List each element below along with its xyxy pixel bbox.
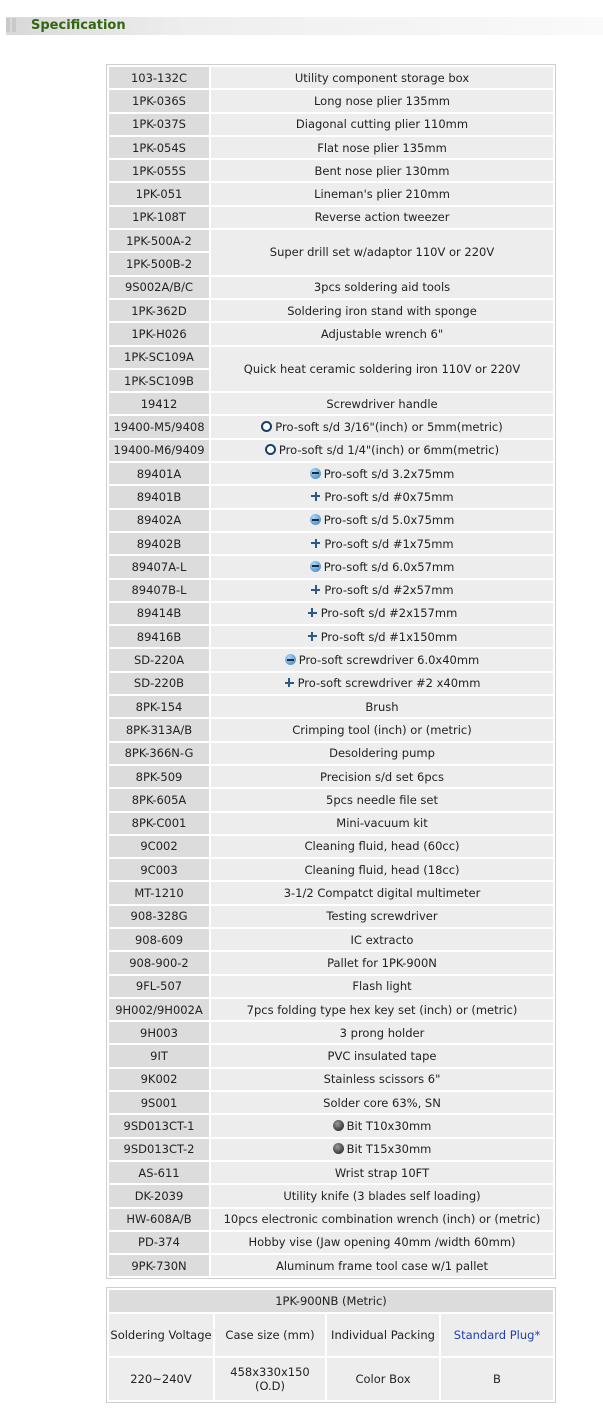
- part-description: Cleaning fluid, head (60cc): [304, 839, 460, 854]
- table-row: [109, 673, 553, 694]
- slotted-tip-icon: [285, 654, 296, 665]
- value-soldering-voltage: 220~240V: [109, 1358, 213, 1400]
- part-number: SD-220B: [109, 673, 209, 694]
- table-row: [109, 743, 553, 764]
- part-number: 1PK-037S: [109, 114, 209, 135]
- header-standard-plug-link[interactable]: Standard Plug*: [441, 1314, 553, 1356]
- part-description: Screwdriver handle: [326, 396, 438, 411]
- spec-table-body: [109, 67, 553, 1276]
- phillips-tip-icon: [307, 631, 318, 642]
- phillips-tip-icon: [310, 491, 321, 502]
- phillips-tip-icon: [284, 677, 295, 688]
- part-description-cell: [211, 463, 553, 484]
- table-row: [109, 789, 553, 810]
- part-number: 8PK-509: [109, 766, 209, 787]
- table-row: [109, 416, 553, 437]
- part-description: Pro-soft s/d #1x75mm: [324, 536, 454, 551]
- phillips-tip-icon: [307, 607, 318, 618]
- model-table: [106, 1287, 556, 1403]
- table-row: [109, 952, 553, 973]
- part-number: 9C003: [109, 859, 209, 880]
- part-description-cell: [211, 882, 553, 903]
- part-description: Pro-soft s/d 6.0x57mm: [323, 559, 455, 574]
- torx-tip-icon: [333, 1120, 344, 1131]
- table-row: [109, 906, 553, 927]
- part-description: Stainless scissors 6": [323, 1072, 441, 1087]
- table-row: [109, 1045, 553, 1066]
- table-row: [109, 1232, 553, 1253]
- part-number: 908-328G: [109, 906, 209, 927]
- part-description-cell: [211, 859, 553, 880]
- table-row: [109, 510, 553, 531]
- phillips-tip-icon: [310, 584, 321, 595]
- part-description-cell: [211, 1209, 553, 1230]
- table-row: [109, 1139, 553, 1160]
- part-description-cell: [211, 813, 553, 834]
- part-description-cell: [211, 277, 553, 298]
- part-description-cell: [211, 1045, 553, 1066]
- part-description: Crimping tool (inch) or (metric): [292, 722, 472, 737]
- part-description-cell: [211, 929, 553, 950]
- part-description: 5pcs needle file set: [326, 792, 438, 807]
- part-number: 9IT: [109, 1045, 209, 1066]
- part-number: 1PK-SC109B: [109, 370, 209, 391]
- part-description: Pro-soft s/d 3.2x75mm: [323, 466, 455, 481]
- table-row: [109, 1185, 553, 1206]
- part-description-cell: [211, 416, 553, 437]
- table-row: [109, 696, 553, 717]
- section-header: [6, 17, 603, 35]
- table-row: [109, 1022, 553, 1043]
- part-number: AS-611: [109, 1162, 209, 1183]
- part-number: 8PK-313A/B: [109, 719, 209, 740]
- part-number: 908-609: [109, 929, 209, 950]
- part-description: Aluminum frame tool case w/1 pallet: [275, 1258, 489, 1273]
- part-description: Pro-soft screwdriver 6.0x40mm: [298, 653, 480, 668]
- part-number: 1PK-108T: [109, 207, 209, 228]
- part-description-cell: [211, 1232, 553, 1253]
- part-description: Pallet for 1PK-900N: [327, 955, 437, 970]
- table-row: [109, 160, 553, 181]
- part-description-cell: [211, 649, 553, 670]
- hex-socket-icon: [265, 444, 276, 455]
- part-description: Pro-soft s/d 5.0x75mm: [323, 513, 455, 528]
- hex-socket-icon: [261, 421, 272, 432]
- part-number: 1PK-055S: [109, 160, 209, 181]
- part-description: Bit T10x30mm: [346, 1119, 432, 1133]
- part-number: 103-132C: [109, 67, 209, 88]
- part-description: Mini-vacuum kit: [336, 816, 428, 831]
- part-description-cell: [211, 743, 553, 764]
- part-description: PVC insulated tape: [327, 1049, 437, 1064]
- value-individual-packing: Color Box: [327, 1358, 439, 1400]
- part-description: Bit T15x30mm: [346, 1142, 432, 1157]
- table-row: [109, 67, 553, 88]
- part-number: 8PK-154: [109, 696, 209, 717]
- part-number: HW-608A/B: [109, 1209, 209, 1230]
- part-number: 9SD013CT-1: [109, 1115, 209, 1136]
- table-row: [109, 277, 553, 298]
- part-description: 3pcs soldering aid tools: [313, 280, 451, 295]
- part-description: Utility component storage box: [294, 70, 470, 85]
- part-description-cell: [211, 1185, 553, 1206]
- part-description-cell: [211, 183, 553, 204]
- part-number: 1PK-051: [109, 183, 209, 204]
- part-description-cell: [211, 1069, 553, 1090]
- part-description-cell: [211, 137, 553, 158]
- part-description-cell: [211, 673, 553, 694]
- part-description: Flat nose plier 135mm: [317, 140, 447, 155]
- part-number: 19400-M5/9408: [109, 416, 209, 437]
- part-description: Brush: [365, 699, 399, 714]
- part-description-cell: [211, 603, 553, 624]
- part-description: Desoldering pump: [329, 746, 435, 761]
- table-row: [109, 1162, 553, 1183]
- part-number: 89402B: [109, 533, 209, 554]
- part-description-cell: [211, 1115, 553, 1136]
- part-number: 89407A-L: [109, 556, 209, 577]
- table-row: [109, 183, 553, 204]
- table-row: [109, 463, 553, 484]
- part-description-cell: [211, 1092, 553, 1113]
- part-number: 9S002A/B/C: [109, 277, 209, 298]
- part-number: 9SD013CT-2: [109, 1139, 209, 1160]
- part-number: 9H002/9H002A: [109, 999, 209, 1020]
- part-description: Cleaning fluid, head (18cc): [304, 862, 460, 877]
- part-description-cell: [211, 1022, 553, 1043]
- part-description-cell: [211, 906, 553, 927]
- part-number: 908-900-2: [109, 952, 209, 973]
- part-description-cell: [211, 1139, 553, 1160]
- part-description-cell: [211, 230, 553, 275]
- spec-table: [106, 64, 556, 1279]
- table-row: [109, 323, 553, 344]
- part-number: 19412: [109, 393, 209, 414]
- table-row: [109, 1255, 553, 1276]
- part-number: 89407B-L: [109, 580, 209, 601]
- table-row: [109, 440, 553, 461]
- part-description: Super drill set w/adaptor 110V or 220V: [269, 245, 495, 260]
- part-number: MT-1210: [109, 882, 209, 903]
- part-description: Diagonal cutting plier 110mm: [295, 117, 469, 132]
- table-row: [109, 1092, 553, 1113]
- table-row: [109, 603, 553, 624]
- table-row: [109, 486, 553, 507]
- table-row: [109, 533, 553, 554]
- part-description: Reverse action tweezer: [314, 210, 450, 225]
- torx-tip-icon: [333, 1143, 344, 1154]
- part-number: 89401B: [109, 486, 209, 507]
- part-description: 7pcs folding type hex key set (inch) or (metric): [246, 1002, 518, 1017]
- table-row: [109, 393, 553, 414]
- table-row: [109, 929, 553, 950]
- part-description: Utility knife (3 blades self loading): [283, 1188, 481, 1203]
- part-number: 8PK-C001: [109, 813, 209, 834]
- part-description: Solder core 63%, SN: [323, 1095, 441, 1110]
- part-description-cell: [211, 976, 553, 997]
- part-description-cell: [211, 440, 553, 461]
- table-row: [109, 580, 553, 601]
- table-row: [109, 976, 553, 997]
- part-description-cell: [211, 556, 553, 577]
- model-title: 1PK-900NB (Metric): [109, 1290, 553, 1312]
- value-standard-plug: B: [441, 1358, 553, 1400]
- table-row: [109, 649, 553, 670]
- part-number: DK-2039: [109, 1185, 209, 1206]
- table-row: [109, 1209, 553, 1230]
- table-row: [109, 813, 553, 834]
- part-description: Pro-soft s/d 1/4"(inch) or 6mm(metric): [278, 443, 500, 458]
- part-description: Pro-soft s/d #2x157mm: [320, 606, 458, 621]
- part-number: 1PK-500B-2: [109, 253, 209, 274]
- table-row: [109, 999, 553, 1020]
- part-description: Quick heat ceramic soldering iron 110V or 220V: [243, 361, 521, 376]
- part-description-cell: [211, 90, 553, 111]
- part-description: Pro-soft s/d #2x57mm: [324, 583, 454, 598]
- part-description-cell: [211, 393, 553, 414]
- part-number: 89402A: [109, 510, 209, 531]
- part-description-cell: [211, 1255, 553, 1276]
- table-row: [109, 766, 553, 787]
- part-number: 1PK-362D: [109, 300, 209, 321]
- header-bar-icon: [6, 18, 10, 32]
- part-description-cell: [211, 347, 553, 392]
- table-row: [109, 882, 553, 903]
- phillips-tip-icon: [310, 538, 321, 549]
- part-description: Pro-soft s/d 3/16"(inch) or 5mm(metric): [275, 420, 503, 435]
- part-description: 10pcs electronic combination wrench (inch) or (metric): [223, 1212, 541, 1227]
- table-row: [109, 836, 553, 857]
- table-row: [109, 859, 553, 880]
- part-description: Pro-soft screwdriver #2 x40mm: [297, 676, 481, 691]
- part-description-cell: [211, 1162, 553, 1183]
- part-description-cell: [211, 952, 553, 973]
- part-number: 19400-M6/9409: [109, 440, 209, 461]
- header-bar-icon: [12, 18, 16, 32]
- part-number: 1PK-SC109A: [109, 347, 209, 368]
- table-row: [109, 90, 553, 111]
- part-description-cell: [211, 510, 553, 531]
- part-description: Precision s/d set 6pcs: [320, 769, 444, 784]
- part-description: Pro-soft s/d #0x75mm: [324, 489, 454, 504]
- part-description-cell: [211, 486, 553, 507]
- table-row: [109, 1069, 553, 1090]
- table-row: [109, 1115, 553, 1136]
- slotted-tip-icon: [310, 561, 321, 572]
- part-number: 89401A: [109, 463, 209, 484]
- part-number: 8PK-605A: [109, 789, 209, 810]
- part-number: SD-220A: [109, 649, 209, 670]
- part-description: Flash light: [352, 979, 412, 994]
- part-description: Pro-soft s/d #1x150mm: [320, 629, 458, 644]
- table-row: [109, 300, 553, 321]
- part-description: 3-1/2 Compatct digital multimeter: [283, 886, 481, 901]
- part-number: 1PK-036S: [109, 90, 209, 111]
- part-description: IC extracto: [350, 932, 414, 947]
- part-description-cell: [211, 160, 553, 181]
- part-number: 9S001: [109, 1092, 209, 1113]
- part-number: 9C002: [109, 836, 209, 857]
- part-description: Lineman's plier 210mm: [314, 187, 450, 202]
- table-row: [109, 230, 553, 251]
- part-description-cell: [211, 696, 553, 717]
- part-description-cell: [211, 300, 553, 321]
- header-case-size: Case size (mm): [215, 1314, 325, 1356]
- part-number: 9FL-507: [109, 976, 209, 997]
- part-description-cell: [211, 999, 553, 1020]
- part-description-cell: [211, 719, 553, 740]
- part-number: 8PK-366N-G: [109, 743, 209, 764]
- part-description-cell: [211, 766, 553, 787]
- part-number: 1PK-H026: [109, 323, 209, 344]
- table-row: [109, 719, 553, 740]
- part-number: 89414B: [109, 603, 209, 624]
- slotted-tip-icon: [310, 468, 321, 479]
- header-soldering-voltage: Soldering Voltage: [109, 1314, 213, 1356]
- part-description: Testing screwdriver: [326, 909, 438, 924]
- table-row: [109, 626, 553, 647]
- part-number: 1PK-500A-2: [109, 230, 209, 251]
- part-description-cell: [211, 626, 553, 647]
- part-number: PD-374: [109, 1232, 209, 1253]
- part-description: Adjustable wrench 6": [320, 326, 444, 341]
- table-row: [109, 556, 553, 577]
- part-description: 3 prong holder: [339, 1025, 425, 1040]
- part-description-cell: [211, 836, 553, 857]
- part-description-cell: [211, 207, 553, 228]
- part-description: Wrist strap 10FT: [334, 1165, 430, 1180]
- part-description-cell: [211, 789, 553, 810]
- slotted-tip-icon: [310, 514, 321, 525]
- part-description-cell: [211, 323, 553, 344]
- part-description-cell: [211, 114, 553, 135]
- part-number: 1PK-054S: [109, 137, 209, 158]
- part-description-cell: [211, 533, 553, 554]
- part-description: Soldering iron stand with sponge: [287, 303, 477, 318]
- part-number: 9PK-730N: [109, 1255, 209, 1276]
- part-description: Long nose plier 135mm: [313, 93, 451, 108]
- table-row: [109, 137, 553, 158]
- part-number: 9K002: [109, 1069, 209, 1090]
- section-title: Specification: [31, 18, 126, 33]
- table-row: [109, 347, 553, 368]
- part-description: Bent nose plier 130mm: [314, 163, 450, 178]
- part-description-cell: [211, 580, 553, 601]
- table-row: [109, 114, 553, 135]
- part-number: 89416B: [109, 626, 209, 647]
- table-row: [109, 207, 553, 228]
- part-description-cell: [211, 67, 553, 88]
- part-number: 9H003: [109, 1022, 209, 1043]
- header-individual-packing: Individual Packing: [327, 1314, 439, 1356]
- part-description: Hobby vise (Jaw opening 40mm /width 60mm): [248, 1235, 516, 1250]
- value-case-size: 458x330x150 (O.D): [215, 1358, 325, 1400]
